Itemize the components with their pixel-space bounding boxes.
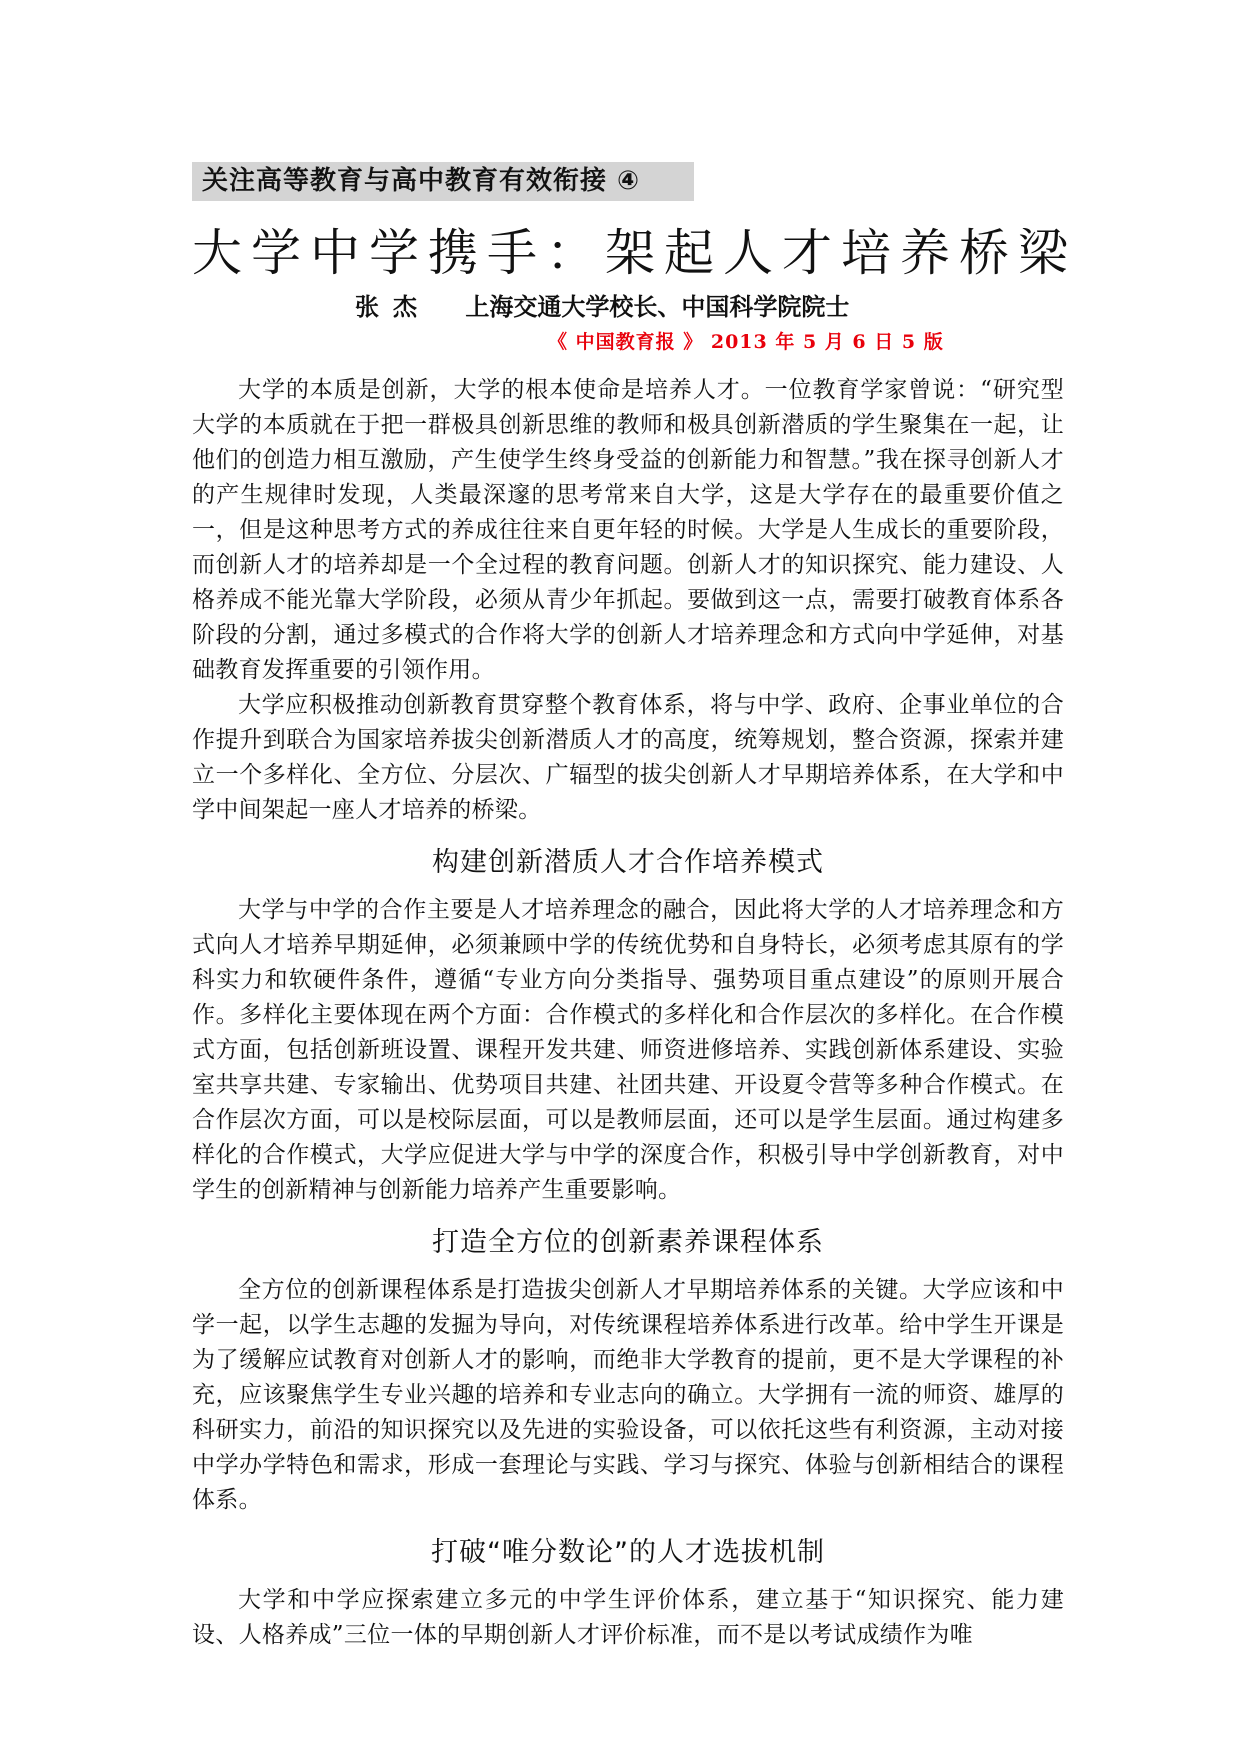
series-banner: 关注高等教育与高中教育有效衔接 ④	[192, 162, 694, 201]
body-paragraph: 大学的本质是创新，大学的根本使命是培养人才。一位教育学家曾说：“研究型大学的本质就在于把一群极具创新思维的教师和极具创新潜质的学生聚集在一起，让他们的创造力相互激励，产生使学生终身受益的创新能力和智慧。”我在探寻创新人才的产生规律时发现，人类最深邃的思考常来自大学，这是大学存在的最重要价值之一，但是这种思考方式的养成往往来自更年轻的时候。大学是人生成长的重要阶段，而创新人才的培养却是一个全过程的教育问题。创新人才的知识探究、能力建设、人格养成不能光靠大学阶段，必须从青少年抓起。要做到这一点，需要打破教育体系各阶段的分割，通过多模式的合作将大学的创新人才培养理念和方式向中学延伸，对基础教育发挥重要的引领作用。	[192, 377, 1064, 683]
section-heading: 打破“唯分数论”的人才选拔机制	[431, 1537, 825, 1568]
byline	[355, 290, 849, 324]
body-paragraph: 大学和中学应探索建立多元的中学生评价体系，建立基于“知识探究、能力建设、人格养成”三位一体的早期创新人才评价标准，而不是以考试成绩作为唯	[192, 1587, 1064, 1648]
article-section	[192, 1226, 1064, 1518]
section-heading: 构建创新潜质人才合作培养模式	[432, 847, 824, 878]
article-body	[192, 373, 1064, 1653]
publication-source: 《 中国教育报 》 2013 年 5 月 6 日 5 版	[548, 331, 944, 353]
section-heading: 打造全方位的创新素养课程体系	[432, 1227, 824, 1258]
article-title: 大学中学携手：架起人才培养桥梁	[192, 224, 1077, 282]
article-section	[192, 846, 1064, 1208]
body-paragraph: 大学与中学的合作主要是人才培养理念的融合，因此将大学的人才培养理念和方式向人才培养早期延伸，必须兼顾中学的传统优势和自身特长，必须考虑其原有的学科实力和软硬件条件，遵循“专业方向分类指导、强势项目重点建设”的原则开展合作。多样化主要体现在两个方面：合作模式的多样化和合作层次的多样化。在合作模式方面，包括创新班设置、课程开发共建、师资进修培养、实践创新体系建设、实验室共享共建、专家输出、优势项目共建、社团共建、开设夏令营等多种合作模式。在合作层次方面，可以是校际层面，可以是教师层面，还可以是学生层面。通过构建多样化的合作模式，大学应促进大学与中学的深度合作，积极引导中学创新教育，对中学生的创新精神与创新能力培养产生重要影响。	[192, 897, 1064, 1203]
author-affiliation: 上海交通大学校长、中国科学院院士	[465, 292, 850, 321]
author-name: 张杰	[355, 292, 431, 321]
body-paragraph: 大学应积极推动创新教育贯穿整个教育体系，将与中学、政府、企事业单位的合作提升到联合为国家培养拔尖创新潜质人才的高度，统筹规划，整合资源，探索并建立一个多样化、全方位、分层次、广辐型的拔尖创新人才早期培养体系，在大学和中学中间架起一座人才培养的桥梁。	[192, 692, 1064, 823]
body-paragraph: 全方位的创新课程体系是打造拔尖创新人才早期培养体系的关键。大学应该和中学一起，以学生志趣的发掘为导向，对传统课程培养体系进行改革。给中学生开课是为了缓解应试教育对创新人才的影响，而绝非大学教育的提前，更不是大学课程的补充，应该聚焦学生专业兴趣的培养和专业志向的确立。大学拥有一流的师资、雄厚的科研实力，前沿的知识探究以及先进的实验设备，可以依托这些有利资源，主动对接中学办学特色和需求，形成一套理论与实践、学习与探究、体验与创新相结合的课程体系。	[192, 1277, 1064, 1513]
article-section	[192, 1536, 1064, 1653]
